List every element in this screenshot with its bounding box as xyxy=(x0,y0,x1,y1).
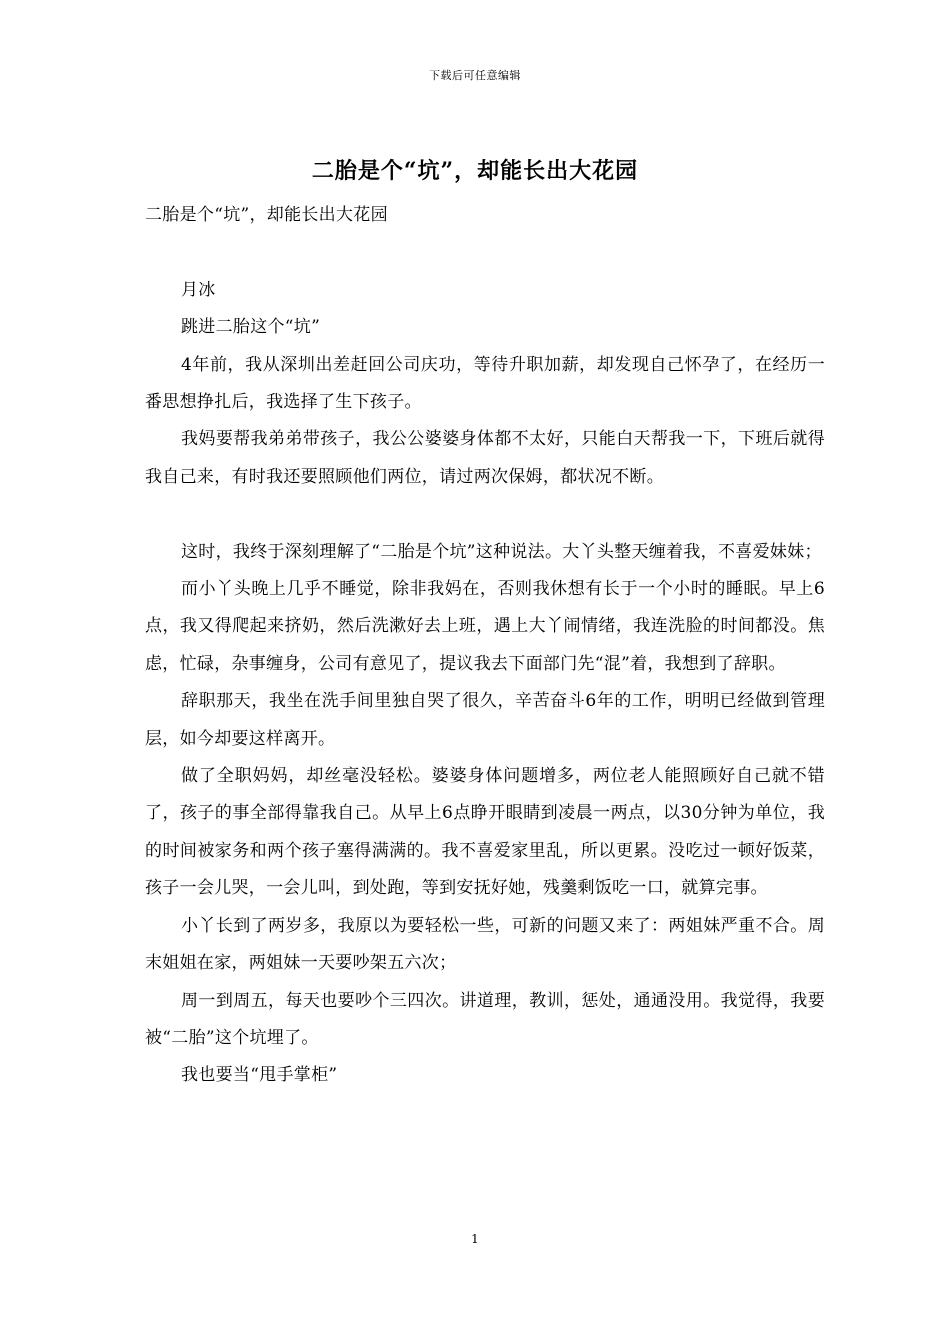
blank-line xyxy=(145,496,825,533)
article-body xyxy=(145,197,825,1095)
blank-line xyxy=(145,234,825,271)
paragraph: 我妈要帮我弟弟带孩子，我公公婆婆身体都不太好，只能白天帮我一下，下班后就得我自己来，有时我还要照顾他们两位，请过两次保姆，都状况不断。 xyxy=(145,429,825,487)
author-name: 月冰 xyxy=(181,279,216,300)
paragraph: 小丫长到了两岁多，我原以为要轻松一些，可新的问题又来了：两姐妹严重不合。周末姐姐在家，两姐妹一天要吵架五六次； xyxy=(145,915,825,974)
paragraph: 这时，我终于深刻理解了“二胎是个坑”这种说法。大丫头整天缠着我，不喜爱妹妹； xyxy=(181,541,822,562)
paragraph: 周一到周五，每天也要吵个三四次。讲道理，教训，惩处，通通没用。我觉得，我要被“二胎”这个坑埋了。 xyxy=(145,990,825,1048)
article-subtitle: 二胎是个“坑”，却能长出大花园 xyxy=(145,205,388,225)
page-header: 下载后可任意编辑 xyxy=(429,69,521,82)
section-heading-1: 跳进二胎这个“坑” xyxy=(181,317,321,338)
section-heading-2: 我也要当“甩手掌柜” xyxy=(181,1065,338,1086)
paragraph: 做了全职妈妈，却丝毫没轻松。婆婆身体问题增多，两位老人能照顾好自己就不错了，孩子的事全部得靠我自己。从早上6点睁开眼睛到凌晨一两点，以30分钟为单位，我的时间被家务和两个孩子塞得满满的。我不喜爱家里乱，所以更累。没吃过一顿好饭菜，孩子一会儿哭，一会儿叫，到处跑，等到安抚好她，残羹剩饭吃一口，就算完事。 xyxy=(145,766,825,899)
paragraph: 辞职那天，我坐在洗手间里独自哭了很久，辛苦奋斗6年的工作，明明已经做到管理层，如今却要这样离开。 xyxy=(145,691,825,749)
page-number: 1 xyxy=(471,1232,479,1246)
paragraph: 而小丫头晚上几乎不睡觉，除非我妈在，否则我休想有长于一个小时的睡眠。早上6点，我又得爬起来挤奶，然后洗漱好去上班，遇上大丫闹情绪，我连洗脸的时间都没。焦虑，忙碌，杂事缠身，公司有意见了，提议我去下面部门先“混”着，我想到了辞职。 xyxy=(145,579,825,674)
article-title: 二胎是个“坑”，却能长出大花园 xyxy=(311,158,639,184)
paragraph: 4年前，我从深圳出差赶回公司庆功，等待升职加薪，却发现自己怀孕了，在经历一番思想挣扎后，我选择了生下孩子。 xyxy=(145,354,825,413)
